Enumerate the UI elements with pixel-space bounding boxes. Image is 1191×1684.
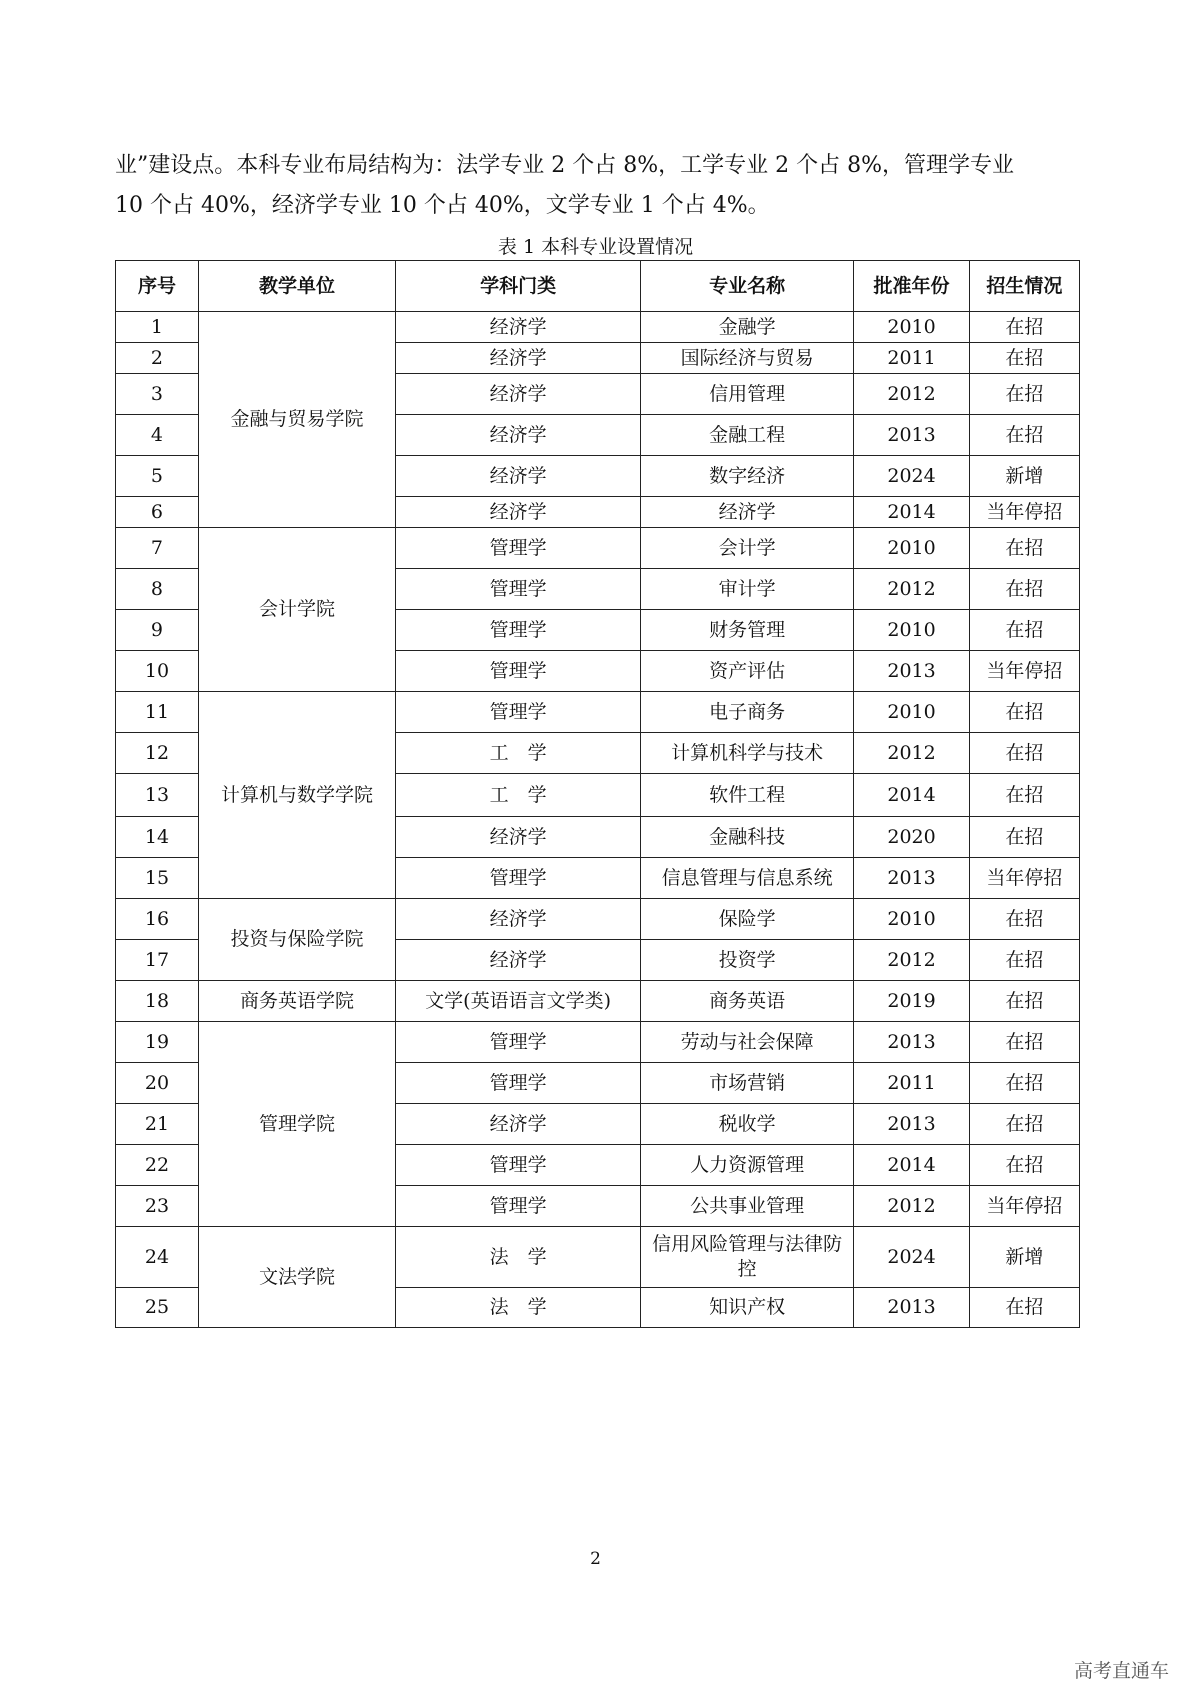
cell-year: 2010 bbox=[854, 692, 969, 733]
cell-status: 在招 bbox=[969, 899, 1079, 940]
cell-no: 13 bbox=[116, 774, 199, 817]
cell-status: 在招 bbox=[969, 940, 1079, 981]
cell-year: 2020 bbox=[854, 817, 969, 858]
cell-category: 管理学 bbox=[396, 651, 641, 692]
cell-category: 管理学 bbox=[396, 610, 641, 651]
cell-no: 3 bbox=[116, 374, 199, 415]
table-row bbox=[116, 899, 1080, 940]
cell-year: 2013 bbox=[854, 1022, 969, 1063]
cell-year: 2024 bbox=[854, 1227, 969, 1288]
cell-status: 在招 bbox=[969, 1145, 1079, 1186]
table-row bbox=[116, 1227, 1080, 1288]
table-caption: 表 1 本科专业设置情况 bbox=[497, 236, 694, 258]
header-no: 序号 bbox=[116, 261, 199, 312]
cell-category: 经济学 bbox=[396, 817, 641, 858]
cell-unit: 计算机与数学学院 bbox=[198, 692, 395, 899]
cell-no: 12 bbox=[116, 733, 199, 774]
cell-category: 法 学 bbox=[396, 1227, 641, 1288]
cell-year: 2014 bbox=[854, 774, 969, 817]
cell-no: 17 bbox=[116, 940, 199, 981]
cell-unit: 商务英语学院 bbox=[198, 981, 395, 1022]
majors-table bbox=[115, 260, 1080, 1328]
cell-no: 7 bbox=[116, 528, 199, 569]
cell-year: 2010 bbox=[854, 899, 969, 940]
header-status: 招生情况 bbox=[969, 261, 1079, 312]
cell-no: 2 bbox=[116, 343, 199, 374]
cell-major: 国际经济与贸易 bbox=[640, 343, 853, 374]
cell-major: 金融科技 bbox=[640, 817, 853, 858]
cell-status: 在招 bbox=[969, 733, 1079, 774]
cell-category: 经济学 bbox=[396, 899, 641, 940]
cell-major: 经济学 bbox=[640, 497, 853, 528]
cell-no: 15 bbox=[116, 858, 199, 899]
cell-status: 在招 bbox=[969, 692, 1079, 733]
cell-major: 审计学 bbox=[640, 569, 853, 610]
cell-unit: 投资与保险学院 bbox=[198, 899, 395, 981]
cell-category: 经济学 bbox=[396, 940, 641, 981]
cell-major: 知识产权 bbox=[640, 1288, 853, 1328]
cell-major: 金融工程 bbox=[640, 415, 853, 456]
cell-status: 在招 bbox=[969, 1022, 1079, 1063]
cell-major: 信用管理 bbox=[640, 374, 853, 415]
cell-no: 22 bbox=[116, 1145, 199, 1186]
cell-no: 18 bbox=[116, 981, 199, 1022]
cell-no: 6 bbox=[116, 497, 199, 528]
cell-no: 11 bbox=[116, 692, 199, 733]
cell-category: 工 学 bbox=[396, 733, 641, 774]
cell-category: 工 学 bbox=[396, 774, 641, 817]
cell-status: 在招 bbox=[969, 1063, 1079, 1104]
cell-major: 数字经济 bbox=[640, 456, 853, 497]
cell-major: 金融学 bbox=[640, 312, 853, 343]
cell-major: 市场营销 bbox=[640, 1063, 853, 1104]
cell-no: 24 bbox=[116, 1227, 199, 1288]
intro-paragraph-line-1: 业”建设点。本科专业布局结构为：法学专业 2 个占 8%，工学专业 2 个占 8%，管理学专业 bbox=[115, 153, 1015, 178]
cell-major: 公共事业管理 bbox=[640, 1186, 853, 1227]
cell-no: 21 bbox=[116, 1104, 199, 1145]
cell-no: 4 bbox=[116, 415, 199, 456]
cell-year: 2012 bbox=[854, 374, 969, 415]
cell-year: 2014 bbox=[854, 1145, 969, 1186]
cell-status: 新增 bbox=[969, 456, 1079, 497]
cell-status: 在招 bbox=[969, 774, 1079, 817]
cell-year: 2014 bbox=[854, 497, 969, 528]
cell-major: 会计学 bbox=[640, 528, 853, 569]
cell-status: 在招 bbox=[969, 817, 1079, 858]
cell-unit: 文法学院 bbox=[198, 1227, 395, 1328]
cell-category: 经济学 bbox=[396, 456, 641, 497]
cell-major: 资产评估 bbox=[640, 651, 853, 692]
cell-status: 当年停招 bbox=[969, 497, 1079, 528]
cell-year: 2012 bbox=[854, 733, 969, 774]
cell-status: 在招 bbox=[969, 415, 1079, 456]
cell-year: 2011 bbox=[854, 1063, 969, 1104]
cell-category: 经济学 bbox=[396, 374, 641, 415]
cell-status: 当年停招 bbox=[969, 1186, 1079, 1227]
table-body bbox=[116, 312, 1080, 1328]
cell-major: 软件工程 bbox=[640, 774, 853, 817]
cell-year: 2019 bbox=[854, 981, 969, 1022]
cell-no: 14 bbox=[116, 817, 199, 858]
cell-category: 文学(英语语言文学类) bbox=[396, 981, 641, 1022]
cell-category: 经济学 bbox=[396, 343, 641, 374]
cell-no: 5 bbox=[116, 456, 199, 497]
cell-category: 法 学 bbox=[396, 1288, 641, 1328]
cell-major: 劳动与社会保障 bbox=[640, 1022, 853, 1063]
cell-category: 管理学 bbox=[396, 569, 641, 610]
cell-year: 2013 bbox=[854, 1104, 969, 1145]
cell-category: 管理学 bbox=[396, 1186, 641, 1227]
cell-status: 在招 bbox=[969, 528, 1079, 569]
table-header-row bbox=[116, 261, 1080, 312]
cell-category: 管理学 bbox=[396, 1063, 641, 1104]
cell-category: 经济学 bbox=[396, 497, 641, 528]
cell-no: 20 bbox=[116, 1063, 199, 1104]
cell-status: 当年停招 bbox=[969, 651, 1079, 692]
cell-year: 2013 bbox=[854, 1288, 969, 1328]
cell-major: 财务管理 bbox=[640, 610, 853, 651]
cell-status: 在招 bbox=[969, 1104, 1079, 1145]
intro-paragraph-line-2: 10 个占 40%，经济学专业 10 个占 40%，文学专业 1 个占 4%。 bbox=[115, 193, 770, 218]
cell-year: 2012 bbox=[854, 940, 969, 981]
cell-status: 当年停招 bbox=[969, 858, 1079, 899]
cell-major: 商务英语 bbox=[640, 981, 853, 1022]
table-row bbox=[116, 692, 1080, 733]
cell-no: 9 bbox=[116, 610, 199, 651]
cell-category: 经济学 bbox=[396, 312, 641, 343]
cell-year: 2010 bbox=[854, 312, 969, 343]
cell-year: 2024 bbox=[854, 456, 969, 497]
cell-year: 2012 bbox=[854, 1186, 969, 1227]
cell-status: 在招 bbox=[969, 343, 1079, 374]
cell-year: 2010 bbox=[854, 528, 969, 569]
cell-category: 经济学 bbox=[396, 415, 641, 456]
cell-year: 2013 bbox=[854, 858, 969, 899]
cell-year: 2013 bbox=[854, 415, 969, 456]
cell-status: 在招 bbox=[969, 312, 1079, 343]
cell-category: 管理学 bbox=[396, 858, 641, 899]
cell-category: 经济学 bbox=[396, 1104, 641, 1145]
cell-no: 23 bbox=[116, 1186, 199, 1227]
table-row bbox=[116, 1022, 1080, 1063]
cell-year: 2013 bbox=[854, 651, 969, 692]
cell-no: 8 bbox=[116, 569, 199, 610]
cell-status: 在招 bbox=[969, 1288, 1079, 1328]
cell-year: 2011 bbox=[854, 343, 969, 374]
cell-no: 19 bbox=[116, 1022, 199, 1063]
table-row bbox=[116, 312, 1080, 343]
cell-major: 保险学 bbox=[640, 899, 853, 940]
cell-major: 人力资源管理 bbox=[640, 1145, 853, 1186]
page-number: 2 bbox=[590, 1549, 601, 1569]
header-category: 学科门类 bbox=[396, 261, 641, 312]
cell-no: 10 bbox=[116, 651, 199, 692]
cell-no: 1 bbox=[116, 312, 199, 343]
cell-category: 管理学 bbox=[396, 692, 641, 733]
cell-major: 税收学 bbox=[640, 1104, 853, 1145]
cell-unit: 会计学院 bbox=[198, 528, 395, 692]
cell-major: 计算机科学与技术 bbox=[640, 733, 853, 774]
cell-unit: 金融与贸易学院 bbox=[198, 312, 395, 528]
cell-status: 在招 bbox=[969, 610, 1079, 651]
cell-status: 新增 bbox=[969, 1227, 1079, 1288]
watermark: 高考直通车 bbox=[1073, 1660, 1169, 1682]
header-unit: 教学单位 bbox=[198, 261, 395, 312]
cell-category: 管理学 bbox=[396, 528, 641, 569]
cell-status: 在招 bbox=[969, 981, 1079, 1022]
table-row bbox=[116, 528, 1080, 569]
cell-no: 16 bbox=[116, 899, 199, 940]
header-year: 批准年份 bbox=[854, 261, 969, 312]
cell-major: 信息管理与信息系统 bbox=[640, 858, 853, 899]
table-row bbox=[116, 981, 1080, 1022]
cell-year: 2012 bbox=[854, 569, 969, 610]
cell-category: 管理学 bbox=[396, 1022, 641, 1063]
cell-major: 投资学 bbox=[640, 940, 853, 981]
cell-status: 在招 bbox=[969, 569, 1079, 610]
cell-unit: 管理学院 bbox=[198, 1022, 395, 1227]
cell-major: 电子商务 bbox=[640, 692, 853, 733]
cell-status: 在招 bbox=[969, 374, 1079, 415]
cell-year: 2010 bbox=[854, 610, 969, 651]
header-major: 专业名称 bbox=[640, 261, 853, 312]
cell-no: 25 bbox=[116, 1288, 199, 1328]
cell-category: 管理学 bbox=[396, 1145, 641, 1186]
cell-major: 信用风险管理与法律防控 bbox=[640, 1227, 853, 1288]
